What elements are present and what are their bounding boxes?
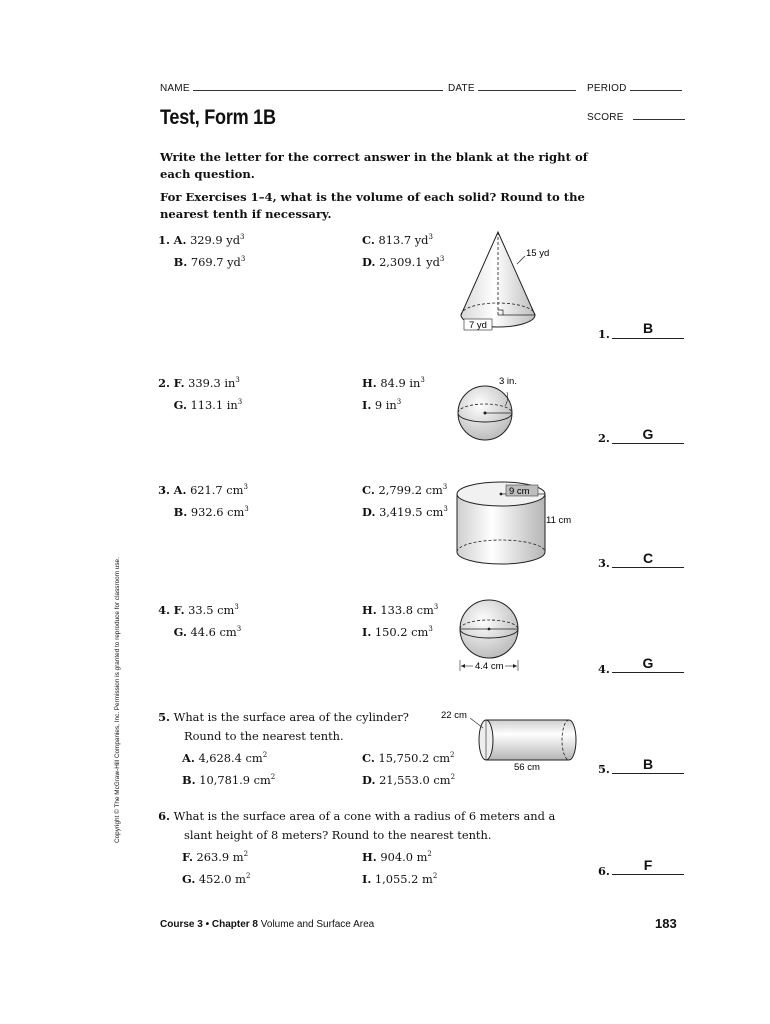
instruction-line: For Exercises 1–4, what is the volume of each solid? Round to the [160, 190, 585, 204]
option-letter: C. [362, 233, 375, 247]
sphere-figure-2 [455, 596, 535, 678]
question-6-options-right [362, 845, 437, 889]
cylinder-height-label: 11 cm [546, 515, 572, 526]
option-value: 84.9 in [380, 376, 421, 390]
footer-bullet: • [205, 919, 210, 930]
question-number: 2. [158, 376, 170, 390]
option-letter: H. [362, 376, 377, 390]
question-3-options-right [362, 478, 448, 522]
option-value: 263.9 m [196, 850, 244, 864]
option-letter: H. [362, 850, 377, 864]
option-value: 339.3 in [188, 376, 236, 390]
option-letter: H. [362, 603, 377, 617]
course-label: Course 3 [160, 919, 203, 930]
question-prompt: What is the surface area of the cylinder? [173, 710, 409, 724]
option-value: 21,553.0 cm [379, 773, 451, 787]
question-4-options [150, 598, 241, 642]
page-title: Test, Form 1B [160, 106, 276, 129]
option-exponent: 2 [432, 872, 438, 880]
option-letter: F. [182, 850, 193, 864]
answer-blank[interactable] [612, 873, 684, 875]
answer-number: 3. [598, 556, 610, 570]
option-letter: C. [362, 751, 375, 765]
option-exponent: 3 [439, 255, 445, 263]
question-prompt: slant height of 8 meters? Round to the nearest tenth. [184, 828, 492, 842]
option-exponent: 3 [244, 505, 249, 513]
answer-letter: G [642, 426, 654, 442]
option-exponent: 3 [428, 233, 433, 241]
option-exponent: 2 [243, 850, 249, 858]
option-letter: I. [362, 872, 372, 886]
option-letter: A. [182, 751, 195, 765]
sphere-diameter-label: 4.4 cm [475, 661, 504, 672]
option-value: 813.7 yd [378, 233, 429, 247]
option-value: 904.0 m [380, 850, 428, 864]
chapter-title: Volume and Surface Area [260, 919, 375, 930]
cylinder-figure-2 [438, 706, 583, 776]
exercise-instructions [160, 189, 600, 223]
option-value: 3,419.5 cm [379, 505, 444, 519]
option-value: 9 in [374, 398, 397, 412]
option-letter: G. [173, 625, 187, 639]
answer-blank[interactable] [612, 566, 684, 568]
option-value: 15,750.2 cm [378, 751, 450, 765]
option-exponent: 3 [433, 603, 439, 611]
option-letter: F. [173, 603, 185, 617]
option-exponent: 3 [237, 398, 243, 406]
instruction-line: each question. [160, 167, 255, 181]
option-exponent: 3 [420, 376, 425, 384]
answer-blank[interactable] [612, 442, 684, 444]
answer-letter: B [642, 756, 654, 772]
option-letter: G. [182, 872, 196, 886]
date-blank[interactable] [478, 81, 576, 91]
option-value: 4,628.4 cm [198, 751, 263, 765]
option-letter: B. [182, 773, 196, 787]
question-number: 6. [158, 809, 170, 823]
question-3-options [150, 478, 249, 522]
option-value: 932.6 cm [190, 505, 245, 519]
question-number: 5. [158, 710, 170, 724]
instruction-line: nearest tenth if necessary. [160, 207, 332, 221]
score-blank[interactable] [633, 110, 685, 120]
option-letter: D. [362, 255, 376, 269]
period-blank[interactable] [630, 81, 682, 91]
option-letter: I. [362, 398, 372, 412]
option-exponent: 2 [245, 872, 251, 880]
name-label: NAME [160, 83, 190, 94]
option-exponent: 2 [270, 773, 276, 781]
answer-letter: G [642, 655, 654, 671]
option-letter: F. [173, 376, 185, 390]
date-field [448, 81, 576, 94]
option-exponent: 3 [443, 505, 448, 513]
answer-blank[interactable] [612, 671, 684, 673]
option-exponent: 2 [450, 773, 456, 781]
period-label: PERIOD [587, 83, 627, 94]
answer-letter: B [642, 320, 654, 336]
option-value: 10,781.9 cm [199, 773, 271, 787]
instructions [160, 149, 600, 183]
option-value: 150.2 cm [374, 625, 429, 639]
answer-number: 5. [598, 762, 610, 776]
option-value: 2,799.2 cm [378, 483, 443, 497]
option-value: 113.1 in [190, 398, 238, 412]
instruction-line: Write the letter for the correct answer in the blank at the right of [160, 150, 588, 164]
option-value: 621.7 cm [190, 483, 244, 497]
cylinder-radius-label: 9 cm [509, 486, 530, 497]
score-label: SCORE [587, 112, 624, 123]
cylinder-length-label: 56 cm [514, 762, 540, 773]
option-value: 33.5 cm [188, 603, 235, 617]
answer-letter: F [643, 857, 653, 873]
sphere-figure-1 [455, 372, 535, 447]
radius-label: 7 yd [469, 320, 487, 331]
option-letter: B. [173, 505, 188, 519]
option-value: 329.9 yd [190, 233, 241, 247]
question-number: 1. [158, 233, 170, 247]
question-prompt: Round to the nearest tenth. [184, 729, 344, 743]
question-1-options [150, 228, 245, 272]
chapter-label: Chapter 8 [211, 919, 258, 930]
option-letter: D. [362, 773, 376, 787]
name-blank[interactable] [193, 81, 443, 91]
answer-blank[interactable] [612, 772, 684, 774]
cone-figure [455, 228, 575, 343]
option-exponent: 3 [243, 483, 248, 491]
question-2-options-right [362, 371, 425, 415]
option-exponent: 3 [240, 255, 246, 263]
period-field [587, 81, 682, 94]
footer-course [160, 919, 374, 930]
option-value: 1,055.2 m [374, 872, 433, 886]
answer-number: 6. [598, 864, 610, 878]
option-exponent: 2 [427, 850, 432, 858]
answer-blank[interactable] [612, 337, 684, 339]
question-2-options [150, 371, 242, 415]
option-exponent: 3 [428, 625, 433, 633]
page-number: 183 [655, 916, 677, 931]
option-exponent: 3 [240, 233, 245, 241]
question-1-options-right [362, 228, 444, 272]
option-exponent: 3 [442, 483, 448, 491]
option-exponent: 3 [235, 376, 240, 384]
option-value: 133.8 cm [380, 603, 434, 617]
question-number: 4. [158, 603, 170, 617]
cylinder-diameter-label: 22 cm [441, 710, 467, 721]
question-4-options-right [362, 598, 438, 642]
option-letter: B. [173, 255, 188, 269]
option-exponent: 2 [450, 751, 455, 759]
option-value: 769.7 yd [190, 255, 241, 269]
option-value: 44.6 cm [190, 625, 237, 639]
copyright-note: Copyright © The McGraw-Hill Companies, Inc. Permission is granted to reproduce for classroom use. [114, 557, 121, 843]
date-label: DATE [448, 83, 475, 94]
option-letter: G. [173, 398, 187, 412]
answer-number: 4. [598, 662, 610, 676]
option-letter: A. [173, 483, 187, 497]
option-exponent: 3 [236, 625, 242, 633]
option-value: 2,309.1 yd [379, 255, 440, 269]
score-field [587, 110, 685, 123]
option-letter: A. [173, 233, 187, 247]
option-value: 452.0 m [198, 872, 246, 886]
option-letter: I. [362, 625, 372, 639]
name-field [160, 81, 443, 94]
option-exponent: 3 [396, 398, 402, 406]
option-letter: C. [362, 483, 375, 497]
question-prompt: What is the surface area of a cone with a radius of 6 meters and a [173, 809, 556, 823]
option-letter: D. [362, 505, 376, 519]
sphere-radius-label: 3 in. [499, 376, 517, 387]
cylinder-figure-1 [452, 478, 582, 570]
answer-letter: C [642, 550, 654, 566]
answer-number: 1. [598, 327, 610, 341]
option-exponent: 2 [262, 751, 268, 759]
answer-number: 2. [598, 431, 610, 445]
question-number: 3. [158, 483, 170, 497]
slant-height-label: 15 yd [526, 248, 550, 259]
option-exponent: 3 [234, 603, 239, 611]
